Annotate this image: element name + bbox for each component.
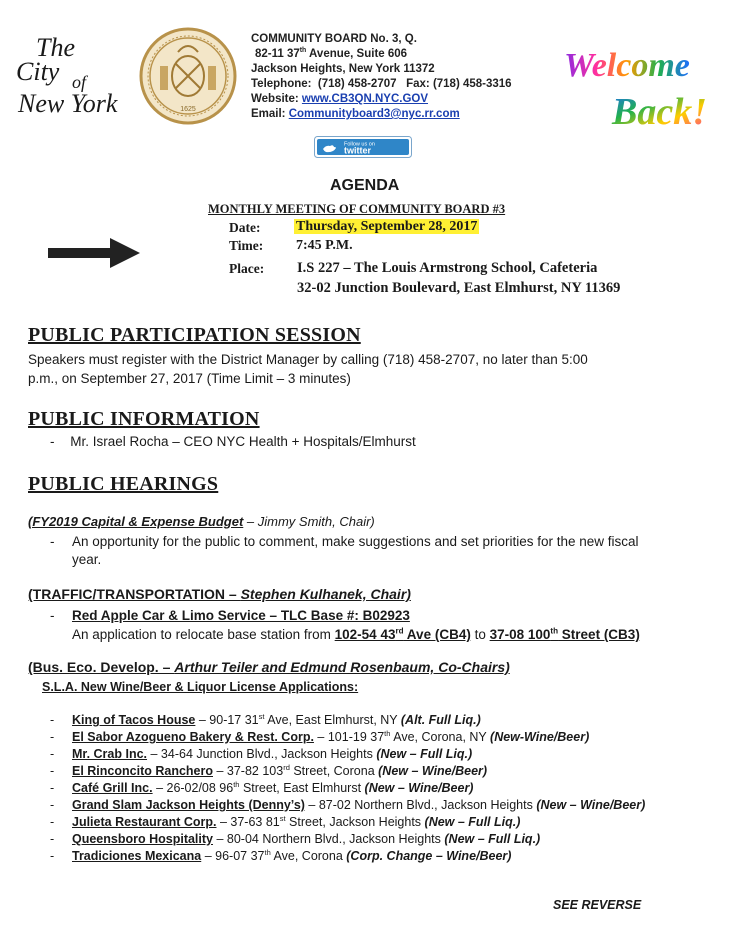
list-item: - Tradiciones Mexicana – 96-07 37th Ave, Corona (Corp. Change – Wine/Beer) [50, 847, 512, 863]
twitter-follow-text: Follow us on [344, 141, 375, 148]
date-label: Date: [229, 220, 261, 235]
board-phone-fax: Telephone: (718) 458-2707 Fax: (718) 458-3316 [251, 78, 512, 90]
welcome-back-graphic [560, 30, 720, 140]
list-item: - Grand Slam Jackson Heights (Denny’s) – 87-02 Northern Blvd., Jackson Heights (New – Wine/Beer) [50, 798, 646, 812]
traffic-item-title: Red Apple Car & Limo Service – TLC Base #: B02923 [72, 608, 410, 623]
participation-text [28, 350, 718, 388]
email-link[interactable]: Communityboard3@nyc.rr.com [288, 108, 460, 120]
list-item: - Julieta Restaurant Corp. – 37-63 81st Street, Jackson Heights (New – Full Liq.) [50, 813, 521, 829]
board-street: 82-11 37th Avenue, Suite 606 [255, 47, 408, 60]
eco-committee [28, 659, 510, 675]
traffic-committee [28, 586, 411, 602]
license-list [50, 712, 720, 865]
traffic-item-desc: An application to relocate base station from 102-54 43rd Ave (CB4) to 37-08 100th Street (CB3) [72, 626, 640, 642]
traffic-from: 102-54 43rd Ave (CB4) [334, 626, 471, 642]
list-item: - King of Tacos House – 90-17 31st Ave, East Elmhurst, NY (Alt. Full Liq.) [50, 711, 481, 727]
agenda-title: AGENDA [330, 177, 400, 194]
budget-line-2: year. [72, 552, 102, 567]
place-line-2: 32-02 Junction Boulevard, East Elmhurst, NY 11369 [297, 280, 621, 296]
traffic-category: (TRAFFIC/TRANSPORTATION – [28, 586, 241, 602]
time-value: 7:45 P.M. [296, 238, 353, 253]
traffic-item [50, 606, 640, 644]
dash: - [50, 434, 55, 449]
list-item: - Queensboro Hospitality – 80-04 Northern Blvd., Jackson Heights (New – Full Liq.) [50, 832, 541, 846]
place-line-1: I.S 227 – The Louis Armstrong School, Cafeteria [297, 260, 598, 276]
board-name: COMMUNITY BOARD No. 3, Q. [251, 33, 417, 45]
traffic-chair: Stephen Kulhanek, Chair) [240, 586, 411, 602]
board-email: Email: Communityboard3@nyc.rr.com [251, 108, 460, 120]
board-website: Website: www.CB3QN.NYC.GOV [251, 93, 429, 105]
meeting-title: MONTHLY MEETING OF COMMUNITY BOARD #3 [208, 202, 506, 216]
list-item: - Café Grill Inc. – 26-02/08 96th Street, East Elmhurst (New – Wine/Beer) [50, 779, 474, 795]
board-city: Jackson Heights, New York 11372 [251, 63, 435, 75]
date-value: Thursday, September 28, 2017 [296, 219, 478, 234]
budget-chair: – Jimmy Smith, Chair) [243, 514, 375, 529]
logo-new-york: New York [18, 89, 118, 118]
twitter-wordmark: twitter [344, 145, 371, 156]
seal-year: 1625 [180, 106, 196, 113]
budget-category: (FY2019 Capital & Expense Budget [28, 514, 244, 529]
list-item: - El Sabor Azogueno Bakery & Rest. Corp. – 101-19 37th Ave, Corona, NY (New-Wine/Beer) [50, 728, 590, 744]
city-of-new-york-logo [14, 34, 132, 124]
budget-line-1: An opportunity for the public to comment, make suggestions and set priorities for the new fiscal [72, 534, 639, 549]
website-link[interactable]: www.CB3QN.NYC.GOV [301, 93, 429, 105]
see-reverse-note: SEE REVERSE [553, 898, 642, 912]
logo-of: of [72, 72, 87, 92]
dash: - [50, 608, 55, 623]
hearings-heading: PUBLIC HEARINGS [28, 473, 219, 495]
participation-line-2: p.m., on September 27, 2017 (Time Limit – 3 minutes) [28, 371, 351, 386]
dash: - [50, 534, 55, 549]
twitter-follow-button[interactable] [314, 136, 412, 158]
list-item: - Mr. Crab Inc. – 34-64 Junction Blvd., Jackson Heights (New – Full Liq.) [50, 747, 473, 761]
information-item-text: Mr. Israel Rocha – CEO NYC Health + Hospitals/Elmhurst [70, 434, 416, 449]
information-item [50, 433, 416, 451]
information-heading: PUBLIC INFORMATION [28, 408, 260, 430]
place-label: Place: [229, 261, 265, 276]
budget-item [50, 533, 720, 569]
right-arrow-icon [46, 236, 142, 270]
logo-city: City [16, 57, 60, 86]
participation-line-1: Speakers must register with the District Manager by calling (718) 458-2707, no later than 5:00 [28, 352, 588, 367]
budget-committee [28, 514, 375, 529]
city-seal-icon [138, 26, 238, 126]
eco-chairs: Arthur Teiler and Edmund Rosenbaum, Co-Chairs) [174, 659, 510, 675]
back-text: Back! [612, 91, 707, 133]
sla-title: S.L.A. New Wine/Beer & Liquor License Applications: [42, 680, 359, 694]
logo-the: The [36, 34, 75, 62]
welcome-text: Welcome [564, 47, 690, 84]
traffic-to: 37-08 100th Street (CB3) [489, 626, 640, 642]
board-address-block [251, 32, 512, 122]
list-item: - El Rinconcito Ranchero – 37-82 103rd Street, Corona (New – Wine/Beer) [50, 762, 488, 778]
time-label: Time: [229, 238, 264, 253]
participation-heading: PUBLIC PARTICIPATION SESSION [28, 324, 361, 346]
eco-category: (Bus. Eco. Develop. – [28, 659, 175, 675]
